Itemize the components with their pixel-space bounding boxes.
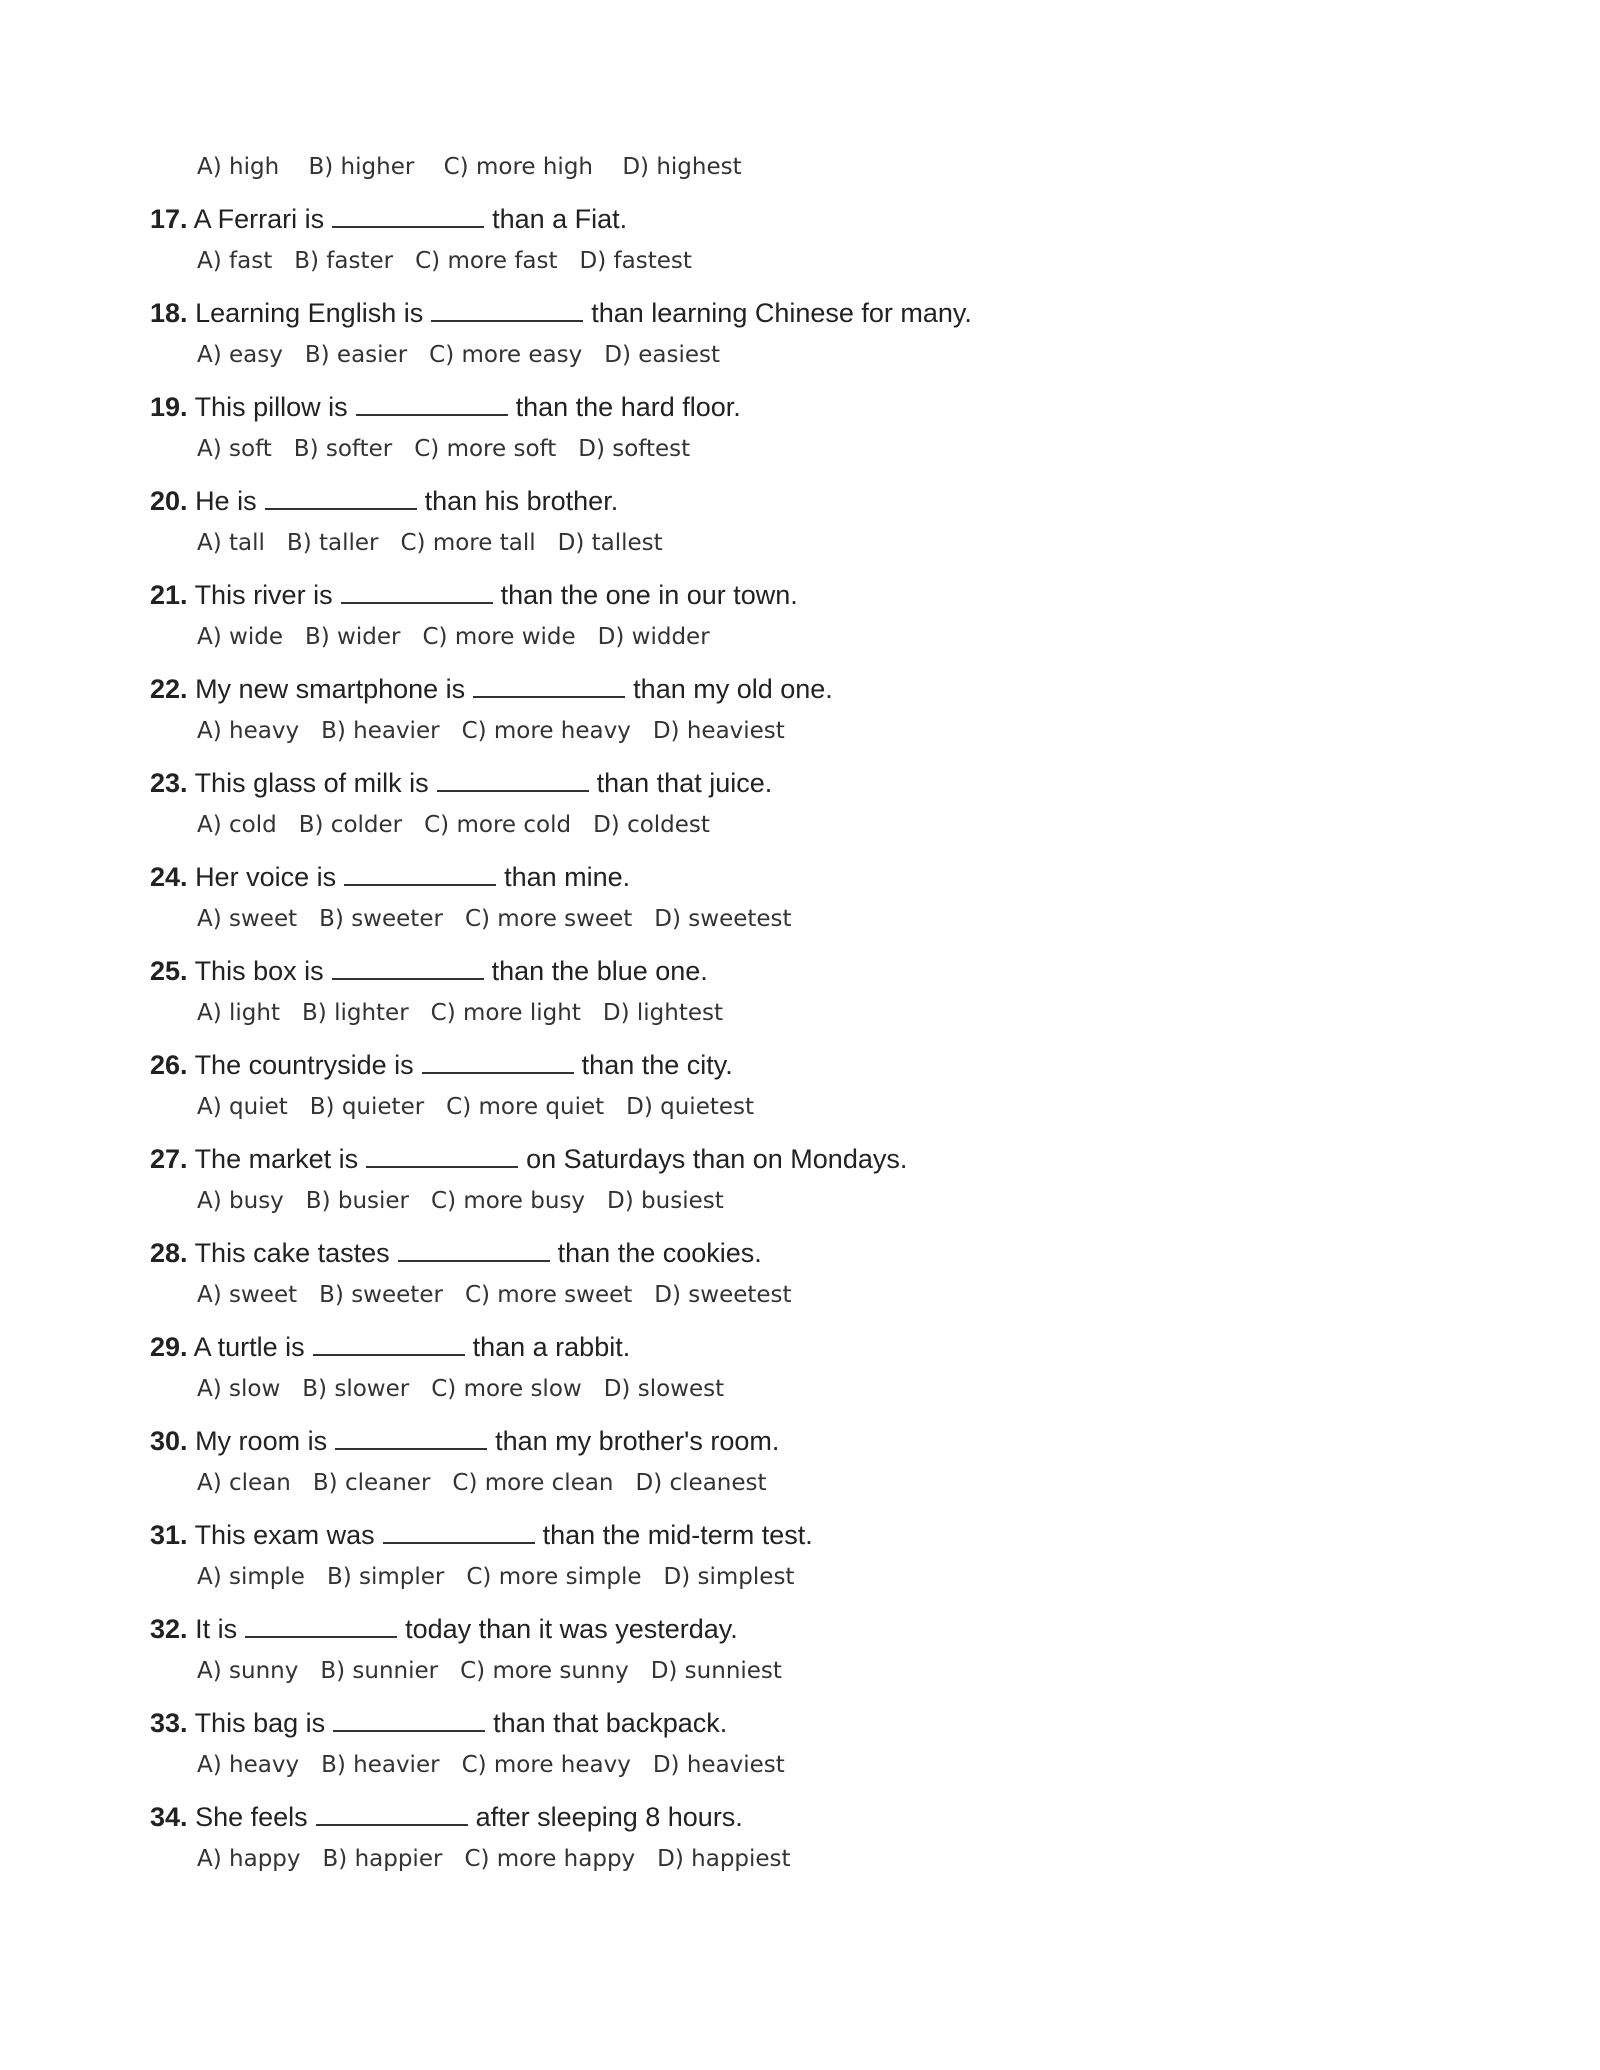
option-b: B) heavier: [321, 1752, 440, 1778]
option-d: D) sunniest: [650, 1658, 782, 1684]
question-number: 32.: [150, 1614, 188, 1644]
option-c: C) more heavy: [461, 718, 631, 744]
option-c: C) more slow: [431, 1376, 582, 1402]
question-text: [150, 386, 741, 428]
option-a: A) slow: [197, 1376, 281, 1402]
question-text: [150, 574, 798, 616]
question-stem-before: This exam was: [194, 1520, 375, 1550]
answer-options: [197, 1466, 789, 1500]
option-a: A) busy: [197, 1188, 284, 1214]
option-b: B) faster: [294, 248, 394, 274]
option-d: D) tallest: [557, 530, 663, 556]
option-b: B) cleaner: [312, 1470, 431, 1496]
option-c: C) more tall: [400, 530, 536, 556]
question-text: [150, 1326, 630, 1368]
question-item: [150, 856, 1450, 950]
answer-options: [197, 1560, 816, 1594]
answer-blank: [383, 1514, 535, 1544]
option-a: A) clean: [197, 1470, 291, 1496]
option-c: C) more clean: [452, 1470, 614, 1496]
question-text: [150, 1044, 733, 1086]
question-text: [150, 1138, 907, 1180]
option-c: C) more sunny: [460, 1658, 629, 1684]
option-c: C) more high: [443, 154, 594, 180]
question-number: 25.: [150, 956, 188, 986]
question-stem-after: than mine.: [504, 862, 631, 892]
answer-blank: [245, 1608, 397, 1638]
option-a: A) quiet: [197, 1094, 288, 1120]
question-text: [150, 1702, 727, 1744]
option-b: B) slower: [302, 1376, 410, 1402]
answer-blank: [431, 292, 583, 322]
option-b: B) easier: [304, 342, 408, 368]
question-stem-after: than the city.: [581, 1050, 733, 1080]
question-stem-after: than the cookies.: [557, 1238, 762, 1268]
answer-options: [197, 244, 714, 278]
option-b: B) wider: [304, 624, 401, 650]
answer-blank: [437, 762, 589, 792]
question-stem-before: This pillow is: [194, 392, 348, 422]
question-stem-before: This box is: [194, 956, 324, 986]
answer-options: [197, 808, 732, 842]
option-c: C) more busy: [431, 1188, 586, 1214]
question-item: [150, 1796, 1450, 1890]
option-a: A) happy: [197, 1846, 301, 1872]
question-number: 31.: [150, 1520, 188, 1550]
answer-blank: [473, 668, 625, 698]
question-stem-after: than a rabbit.: [472, 1332, 631, 1362]
option-a: A) sweet: [197, 906, 298, 932]
question-number: 29.: [150, 1332, 188, 1362]
question-number: 23.: [150, 768, 188, 798]
option-c: C) more fast: [415, 248, 558, 274]
answer-blank: [344, 856, 496, 886]
answer-blank: [313, 1326, 465, 1356]
question-text: [150, 1232, 762, 1274]
question-number: 34.: [150, 1802, 188, 1832]
answer-options: [197, 1090, 776, 1124]
question-item: [150, 1326, 1450, 1420]
option-d: D) lightest: [602, 1000, 723, 1026]
option-a: A) soft: [197, 436, 272, 462]
option-b: B) colder: [298, 812, 403, 838]
answer-blank: [422, 1044, 574, 1074]
option-a: A) simple: [197, 1564, 305, 1590]
option-c: C) more quiet: [446, 1094, 605, 1120]
answer-options: [197, 1278, 814, 1312]
question-item: [150, 1420, 1450, 1514]
answer-options: [197, 1748, 807, 1782]
option-b: B) sweeter: [319, 1282, 443, 1308]
option-a: A) sweet: [197, 1282, 298, 1308]
option-c: C) more sweet: [464, 906, 633, 932]
question-item: [150, 1702, 1450, 1796]
question-stem-before: My new smartphone is: [195, 674, 466, 704]
option-d: D) sweetest: [654, 1282, 792, 1308]
option-a: A) easy: [197, 342, 283, 368]
question-stem-after: than the blue one.: [491, 956, 708, 986]
option-a: A) heavy: [197, 718, 300, 744]
option-d: D) sweetest: [654, 906, 792, 932]
answer-options: [197, 338, 742, 372]
option-c: C) more soft: [414, 436, 557, 462]
question-item: [150, 574, 1450, 668]
question-list: [150, 198, 1450, 1890]
option-b: B) busier: [305, 1188, 410, 1214]
option-d: D) highest: [622, 154, 742, 180]
question-stem-before: He is: [195, 486, 257, 516]
question-number: 22.: [150, 674, 188, 704]
question-stem-before: It is: [195, 1614, 238, 1644]
question-item: [150, 762, 1450, 856]
question-stem-before: This glass of milk is: [194, 768, 429, 798]
question-item: [150, 198, 1450, 292]
question-stem-after: than my old one.: [633, 674, 833, 704]
question-stem-before: A Ferrari is: [193, 204, 325, 234]
option-b: B) higher: [308, 154, 415, 180]
option-d: D) heaviest: [652, 718, 785, 744]
question-item: [150, 292, 1450, 386]
question-text: [150, 1796, 743, 1838]
answer-blank: [356, 386, 508, 416]
option-a: A) cold: [197, 812, 277, 838]
question-stem-after: than that juice.: [596, 768, 773, 798]
answer-blank: [333, 1702, 485, 1732]
question-stem-after: today than it was yesterday.: [405, 1614, 738, 1644]
option-d: D) simplest: [663, 1564, 795, 1590]
answer-blank: [316, 1796, 468, 1826]
question-stem-after: after sleeping 8 hours.: [475, 1802, 743, 1832]
option-c: C) more sweet: [464, 1282, 633, 1308]
option-b: B) sunnier: [320, 1658, 439, 1684]
option-d: D) happiest: [657, 1846, 791, 1872]
question-stem-after: than the hard floor.: [515, 392, 741, 422]
answer-blank: [332, 198, 484, 228]
option-a: A) heavy: [197, 1752, 300, 1778]
option-a: A) sunny: [197, 1658, 299, 1684]
question-number: 19.: [150, 392, 188, 422]
question-stem-before: This bag is: [194, 1708, 326, 1738]
answer-blank: [398, 1232, 550, 1262]
question-text: [150, 762, 772, 804]
option-c: C) more easy: [429, 342, 583, 368]
question-stem-after: than that backpack.: [493, 1708, 728, 1738]
question-number: 28.: [150, 1238, 188, 1268]
answer-blank: [335, 1420, 487, 1450]
option-b: B) simpler: [326, 1564, 445, 1590]
question-stem-after: than my brother's room.: [495, 1426, 780, 1456]
option-d: D) busiest: [607, 1188, 724, 1214]
option-b: B) lighter: [302, 1000, 409, 1026]
question-stem-before: She feels: [195, 1802, 308, 1832]
question-stem-after: than learning Chinese for many.: [591, 298, 972, 328]
question-stem-before: This river is: [194, 580, 333, 610]
question-number: 21.: [150, 580, 188, 610]
question-stem-after: on Saturdays than on Mondays.: [526, 1144, 908, 1174]
answer-options: [197, 996, 745, 1030]
question-text: [150, 668, 833, 710]
question-item: [150, 480, 1450, 574]
question-number: 33.: [150, 1708, 188, 1738]
answer-options: [197, 620, 732, 654]
option-d: D) quietest: [626, 1094, 755, 1120]
option-d: D) heaviest: [652, 1752, 785, 1778]
question-number: 17.: [150, 204, 188, 234]
option-d: D) widder: [597, 624, 710, 650]
question-stem-before: My room is: [195, 1426, 328, 1456]
option-c: C) more happy: [464, 1846, 636, 1872]
answer-options: [197, 714, 807, 748]
question-item: [150, 1608, 1450, 1702]
option-c: C) more simple: [466, 1564, 642, 1590]
question-text: [150, 1514, 813, 1556]
option-c: C) more wide: [422, 624, 576, 650]
answer-options: [197, 526, 685, 560]
option-a: A) high: [197, 154, 280, 180]
answer-blank: [366, 1138, 518, 1168]
question-stem-after: than the one in our town.: [500, 580, 798, 610]
option-a: A) wide: [197, 624, 283, 650]
option-b: B) happier: [322, 1846, 443, 1872]
option-a: A) fast: [197, 248, 273, 274]
question-stem-before: Her voice is: [195, 862, 337, 892]
question-item: [150, 950, 1450, 1044]
answer-options: [197, 902, 814, 936]
question-text: [150, 198, 627, 240]
answer-blank: [341, 574, 493, 604]
question-stem-after: than his brother.: [424, 486, 619, 516]
question-item: [150, 668, 1450, 762]
option-c: C) more heavy: [461, 1752, 631, 1778]
option-d: D) slowest: [603, 1376, 725, 1402]
option-b: B) heavier: [321, 718, 440, 744]
question-item: [150, 1232, 1450, 1326]
option-a: A) tall: [197, 530, 265, 556]
question-item: [150, 386, 1450, 480]
option-c: C) more light: [430, 1000, 581, 1026]
question-stem-before: The countryside is: [194, 1050, 414, 1080]
question-number: 24.: [150, 862, 188, 892]
option-b: B) quieter: [309, 1094, 425, 1120]
answer-options: [197, 1654, 804, 1688]
question-number: 27.: [150, 1144, 188, 1174]
question-text: [150, 1420, 779, 1462]
answer-options: [197, 1184, 746, 1218]
option-d: D) softest: [578, 436, 691, 462]
answer-options: [197, 1372, 746, 1406]
question-stem-before: A turtle is: [193, 1332, 305, 1362]
question-text: [150, 292, 972, 334]
question-text: [150, 856, 630, 898]
question-stem-before: Learning English is: [195, 298, 424, 328]
question-text: [150, 480, 618, 522]
option-b: B) taller: [286, 530, 379, 556]
question-number: 20.: [150, 486, 188, 516]
answer-options: [197, 432, 712, 466]
question-stem-before: The market is: [194, 1144, 359, 1174]
question-text: [150, 950, 708, 992]
question-stem-before: This cake tastes: [194, 1238, 390, 1268]
question-item: [150, 1044, 1450, 1138]
answer-options: [197, 1842, 813, 1876]
option-d: D) cleanest: [635, 1470, 767, 1496]
option-c: C) more cold: [424, 812, 572, 838]
option-d: D) fastest: [579, 248, 692, 274]
question-text: [150, 1608, 738, 1650]
question-stem-after: than the mid-term test.: [542, 1520, 813, 1550]
question-16-options: [197, 150, 764, 184]
question-number: 26.: [150, 1050, 188, 1080]
option-b: B) softer: [293, 436, 393, 462]
answer-blank: [332, 950, 484, 980]
question-number: 18.: [150, 298, 188, 328]
answer-blank: [265, 480, 417, 510]
option-d: D) easiest: [604, 342, 720, 368]
question-number: 30.: [150, 1426, 188, 1456]
question-stem-after: than a Fiat.: [492, 204, 628, 234]
option-b: B) sweeter: [319, 906, 443, 932]
question-item: [150, 1514, 1450, 1608]
option-d: D) coldest: [593, 812, 710, 838]
question-item: [150, 1138, 1450, 1232]
option-a: A) light: [197, 1000, 280, 1026]
